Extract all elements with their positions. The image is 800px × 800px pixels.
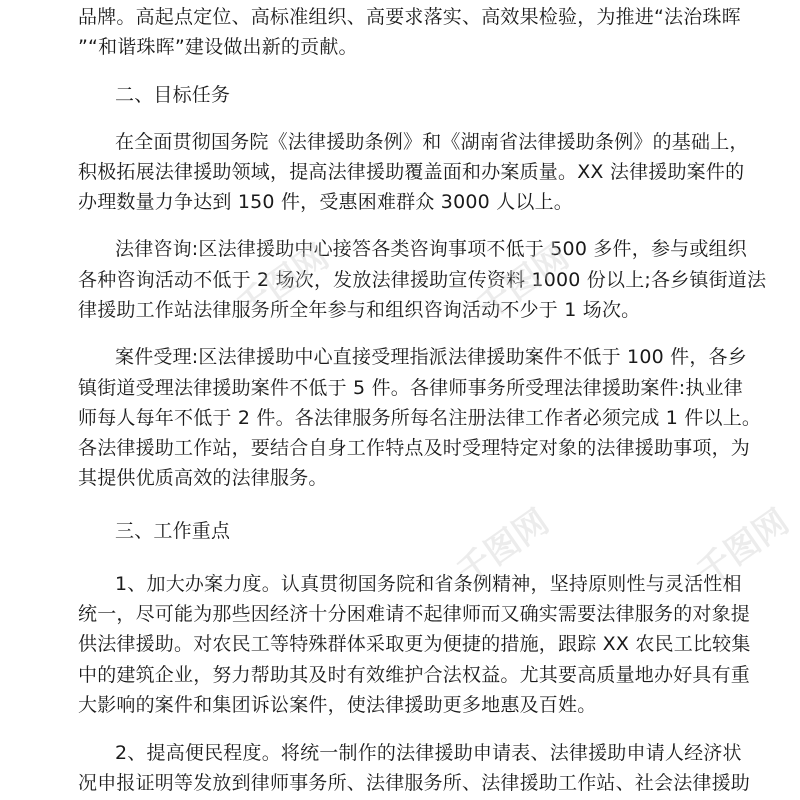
watermark: 千图网 (229, 236, 337, 329)
text-line: 积极拓展法律援助领域，提高法律援助覆盖面和办案质量。XX 法律援助案件的 (78, 161, 745, 183)
text-line: 案件受理:区法律援助中心直接受理指派法律援助案件不低于 100 件，各乡 (115, 346, 747, 368)
text-line: 镇街道受理法律援助案件不低于 5 件。各律师事务所受理法律援助案件:执业律 (78, 377, 743, 399)
text-line: 统一，尽可能为那些因经济十分困难请不起律师而又确实需要法律服务的对象提 (78, 603, 751, 625)
text-line: 律援助工作站法律服务所全年参与和组织咨询活动不少于 1 场次。 (78, 299, 641, 321)
text-line: 办理数量力争达到 150 件，受惠困难群众 3000 人以上。 (78, 191, 573, 213)
text-line: 2、提高便民程度。将统一制作的法律援助申请表、法律援助申请人经济状 (115, 742, 742, 764)
watermark: 千图网 (689, 501, 797, 594)
watermark: 千图网 (469, 236, 577, 329)
watermark: 千图网 (449, 501, 557, 594)
text-line: 各法律援助工作站，要结合自身工作特点及时受理特定对象的法律援助事项，为 (78, 437, 751, 459)
text-line: 品牌。高起点定位、高标准组织、高要求落实、高效果检验，为推进“法治珠晖 (78, 6, 741, 28)
text-line: 师每人每年不低于 2 件。各法律服务所每名注册法律工作者必须完成 1 件以上。 (78, 407, 762, 429)
text-line: 大影响的案件和集团诉讼案件，使法律援助更多地惠及百姓。 (78, 694, 597, 716)
text-line: 况申报证明等发放到律师事务所、法律服务所、法律援助工作站、社会法律援助 (78, 772, 751, 794)
text-line: 在全面贯彻国务院《法律援助条例》和《湖南省法律援助条例》的基础上， (115, 131, 749, 153)
text-line: 供法律援助。对农民工等特殊群体采取更为便捷的措施，跟踪 XX 农民工比较集 (78, 633, 751, 655)
text-line: 各种咨询活动不低于 2 场次，发放法律援助宣传资料 1000 份以上;各乡镇街道法 (78, 269, 767, 291)
section-heading: 二、目标任务 (115, 84, 231, 106)
text-line: 其提供优质高效的法律服务。 (78, 467, 328, 489)
text-line: ”“和谐珠晖”建设做出新的贡献。 (78, 36, 358, 58)
section-heading: 三、工作重点 (115, 520, 231, 542)
text-line: 法律咨询:区法律援助中心接答各类咨询事项不低于 500 多件，参与或组织 (115, 238, 747, 260)
text-line: 1、加大办案力度。认真贯彻国务院和省条例精神，坚持原则性与灵活性相 (115, 573, 742, 595)
text-line: 中的建筑企业，努力帮助其及时有效维护合法权益。尤其要高质量地办好具有重 (78, 664, 751, 686)
